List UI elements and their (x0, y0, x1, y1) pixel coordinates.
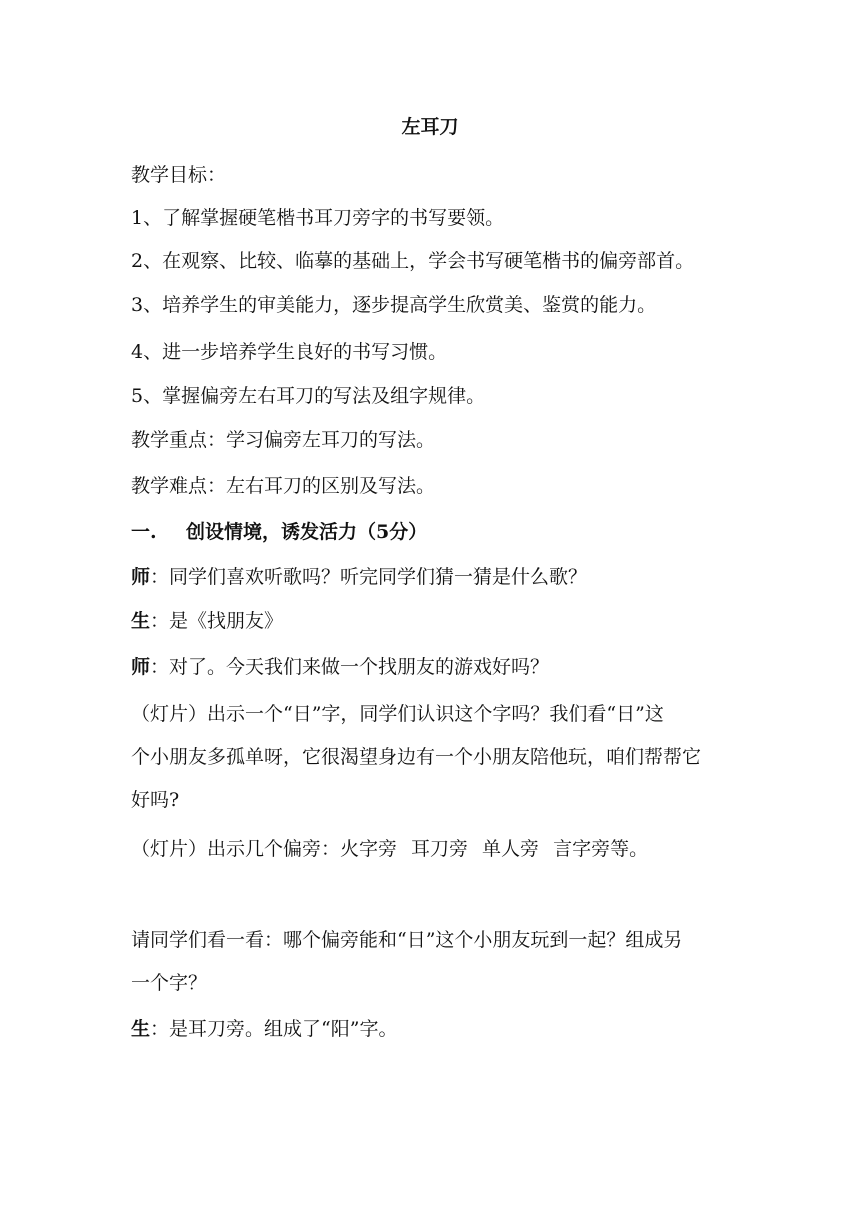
section-title: 创设情境，诱发活力（5分） (186, 521, 428, 543)
paragraph-line: 一个字？ (131, 972, 208, 994)
dialogue-line-3 (131, 652, 741, 682)
goal-item-4: 4、进一步培养学生良好的书写习惯。 (131, 341, 448, 363)
goals-heading: 教学目标： (131, 164, 227, 186)
speaker-label: 师 (131, 656, 151, 678)
dialogue-text: ：同学们喜欢听歌吗？听完同学们猜一猜是什么歌？ (150, 566, 588, 588)
key-point: 教学重点：学习偏旁左耳刀的写法。 (131, 429, 436, 451)
speaker-label: 生 (131, 610, 151, 632)
dialogue-line-1 (131, 562, 741, 592)
section-heading (131, 517, 741, 547)
answer-line (131, 1014, 741, 1044)
difficult-point: 教学难点：左右耳刀的区别及写法。 (131, 475, 436, 497)
document-title: 左耳刀 (401, 116, 459, 138)
paragraph-line: 好吗? (131, 789, 180, 811)
speaker-label: 生 (131, 1018, 151, 1040)
goal-item-3: 3、培养学生的审美能力，逐步提高学生欣赏美、鉴赏的能力。 (131, 294, 657, 316)
section-number: 一. (131, 521, 157, 543)
radical-item: 言字旁等。 (553, 838, 649, 860)
answer-text: ：是耳刀旁。组成了“阳”字。 (150, 1018, 398, 1040)
paragraph-line: 个小朋友多孤单呀，它很渴望身边有一个小朋友陪他玩，咱们帮帮它 (131, 746, 702, 768)
paragraph-line: 请同学们看一看：哪个偏旁能和“日”这个小朋友玩到一起？组成另 (131, 929, 683, 951)
question-paragraph (131, 925, 741, 1011)
goal-item-5: 5、掌握偏旁左右耳刀的写法及组字规律。 (131, 385, 486, 407)
dialogue-text: ：对了。今天我们来做一个找朋友的游戏好吗？ (150, 656, 550, 678)
dialogue-line-2 (131, 606, 741, 636)
slide-intro: （灯片）出示几个偏旁： (131, 838, 341, 860)
speaker-label: 师 (131, 566, 151, 588)
slide-paragraph-1 (131, 699, 741, 828)
slide-paragraph-2 (131, 834, 741, 864)
paragraph-line: （灯片）出示一个“日”字，同学们认识这个字吗？我们看“日”这 (131, 703, 664, 725)
goal-item-1: 1、了解掌握硬笔楷书耳刀旁字的书写要领。 (131, 207, 505, 229)
goal-item-2: 2、在观察、比较、临摹的基础上，学会书写硬笔楷书的偏旁部首。 (131, 250, 695, 272)
radical-item: 耳刀旁 (411, 838, 469, 860)
dialogue-text: ：是《找朋友》 (150, 610, 284, 632)
radical-item: 单人旁 (482, 838, 540, 860)
radical-item: 火字旁 (340, 838, 398, 860)
